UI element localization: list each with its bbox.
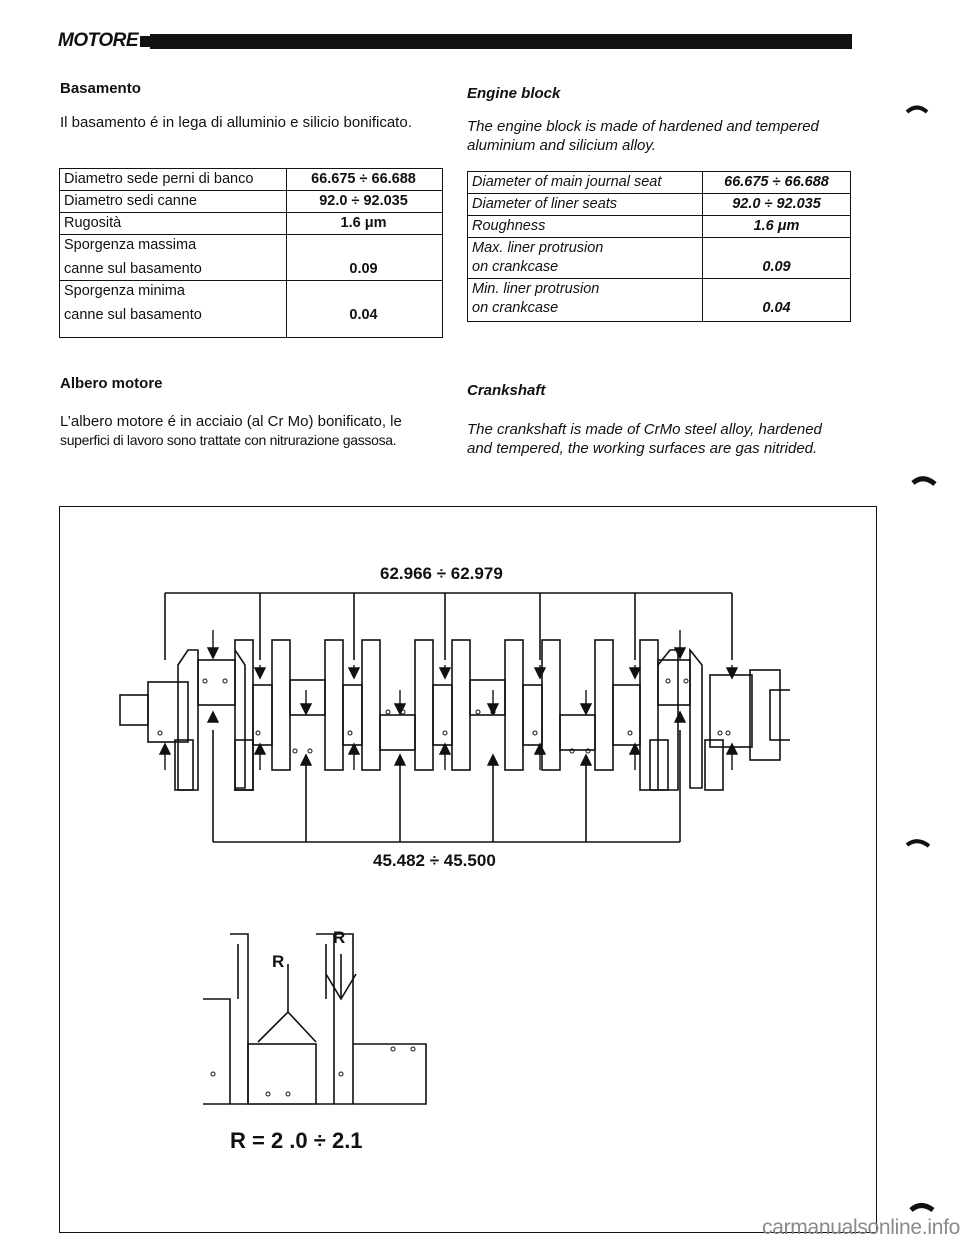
text-line: aluminium and silicium alloy.	[467, 137, 656, 154]
table-value: 0.04	[287, 281, 443, 338]
heading-crankshaft: Crankshaft	[467, 382, 546, 399]
table-row	[468, 216, 851, 238]
table-label-line: on crankcase	[472, 300, 559, 316]
table-row	[468, 279, 851, 322]
radius-label-right: R	[333, 928, 346, 947]
table-label: Roughness	[468, 216, 703, 238]
heading-basamento: Basamento	[60, 80, 141, 97]
text-line: and tempered, the working surfaces are gas nitrided.	[467, 440, 818, 457]
crankpin-dimension: 45.482 ÷ 45.500	[373, 851, 496, 870]
table-value: 66.675 ÷ 66.688	[703, 172, 851, 194]
table-label	[468, 238, 703, 279]
table-value: 92.0 ÷ 92.035	[287, 191, 443, 213]
table-value: 1.6 μm	[703, 216, 851, 238]
table-label-line: on crankcase	[472, 259, 559, 275]
table-label-line: Sporgenza massima	[64, 237, 197, 253]
header-bar-notch	[140, 36, 150, 47]
spec-table-italian	[59, 168, 443, 338]
table-label: Diameter of main journal seat	[468, 172, 703, 194]
text-engine-block	[467, 117, 819, 155]
table-value: 0.09	[287, 235, 443, 281]
table-label: Diameter of liner seats	[468, 194, 703, 216]
table-row	[60, 191, 443, 213]
table-value: 66.675 ÷ 66.688	[287, 169, 443, 191]
text-line: L’albero motore é in acciaio (al Cr Mo) bonificato, le	[60, 413, 402, 430]
text-line: The engine block is made of hardened and tempered	[467, 118, 819, 135]
text-crankshaft	[467, 420, 867, 458]
margin-marks	[905, 100, 945, 1230]
table-row	[468, 172, 851, 194]
heading-albero-motore: Albero motore	[60, 375, 163, 392]
table-value: 92.0 ÷ 92.035	[703, 194, 851, 216]
text-albero-motore	[60, 412, 450, 450]
heading-engine-block: Engine block	[467, 85, 561, 102]
table-label: Diametro sedi canne	[60, 191, 287, 213]
fillet-radius-diagram	[198, 924, 433, 1124]
table-label-line: Sporgenza minima	[64, 283, 185, 299]
table-row	[60, 281, 443, 338]
radius-label-left: R	[272, 952, 285, 971]
text-line: superfici di lavoro sono trattate con nitrurazione gassosa.	[60, 432, 397, 448]
header-bar	[150, 34, 852, 49]
text-basamento: Il basamento é in lega di alluminio e silicio bonificato.	[60, 114, 412, 131]
table-row	[60, 169, 443, 191]
table-label: Rugosità	[60, 213, 287, 235]
table-value: 0.04	[703, 279, 851, 322]
table-row	[468, 238, 851, 279]
table-value: 1.6 μm	[287, 213, 443, 235]
table-label: Diametro sede perni di banco	[60, 169, 287, 191]
crankshaft-diagram	[110, 590, 790, 845]
radius-value: R = 2 .0 ÷ 2.1	[230, 1128, 363, 1153]
table-label-line: canne sul basamento	[64, 261, 202, 277]
table-label-line: canne sul basamento	[64, 307, 202, 323]
table-label	[468, 279, 703, 322]
table-label	[60, 281, 287, 338]
table-row	[60, 235, 443, 281]
table-label-line: Min. liner protrusion	[472, 281, 600, 297]
table-row	[468, 194, 851, 216]
table-row	[60, 213, 443, 235]
table-label-line: Max. liner protrusion	[472, 240, 604, 256]
section-title: MOTORE	[58, 30, 139, 51]
watermark: carmanualsonline.info	[762, 1216, 960, 1239]
spec-table-english	[467, 171, 851, 322]
table-value: 0.09	[703, 238, 851, 279]
text-line: The crankshaft is made of CrMo steel alloy, hardened	[467, 421, 822, 438]
table-label	[60, 235, 287, 281]
main-journal-dimension: 62.966 ÷ 62.979	[380, 564, 503, 583]
